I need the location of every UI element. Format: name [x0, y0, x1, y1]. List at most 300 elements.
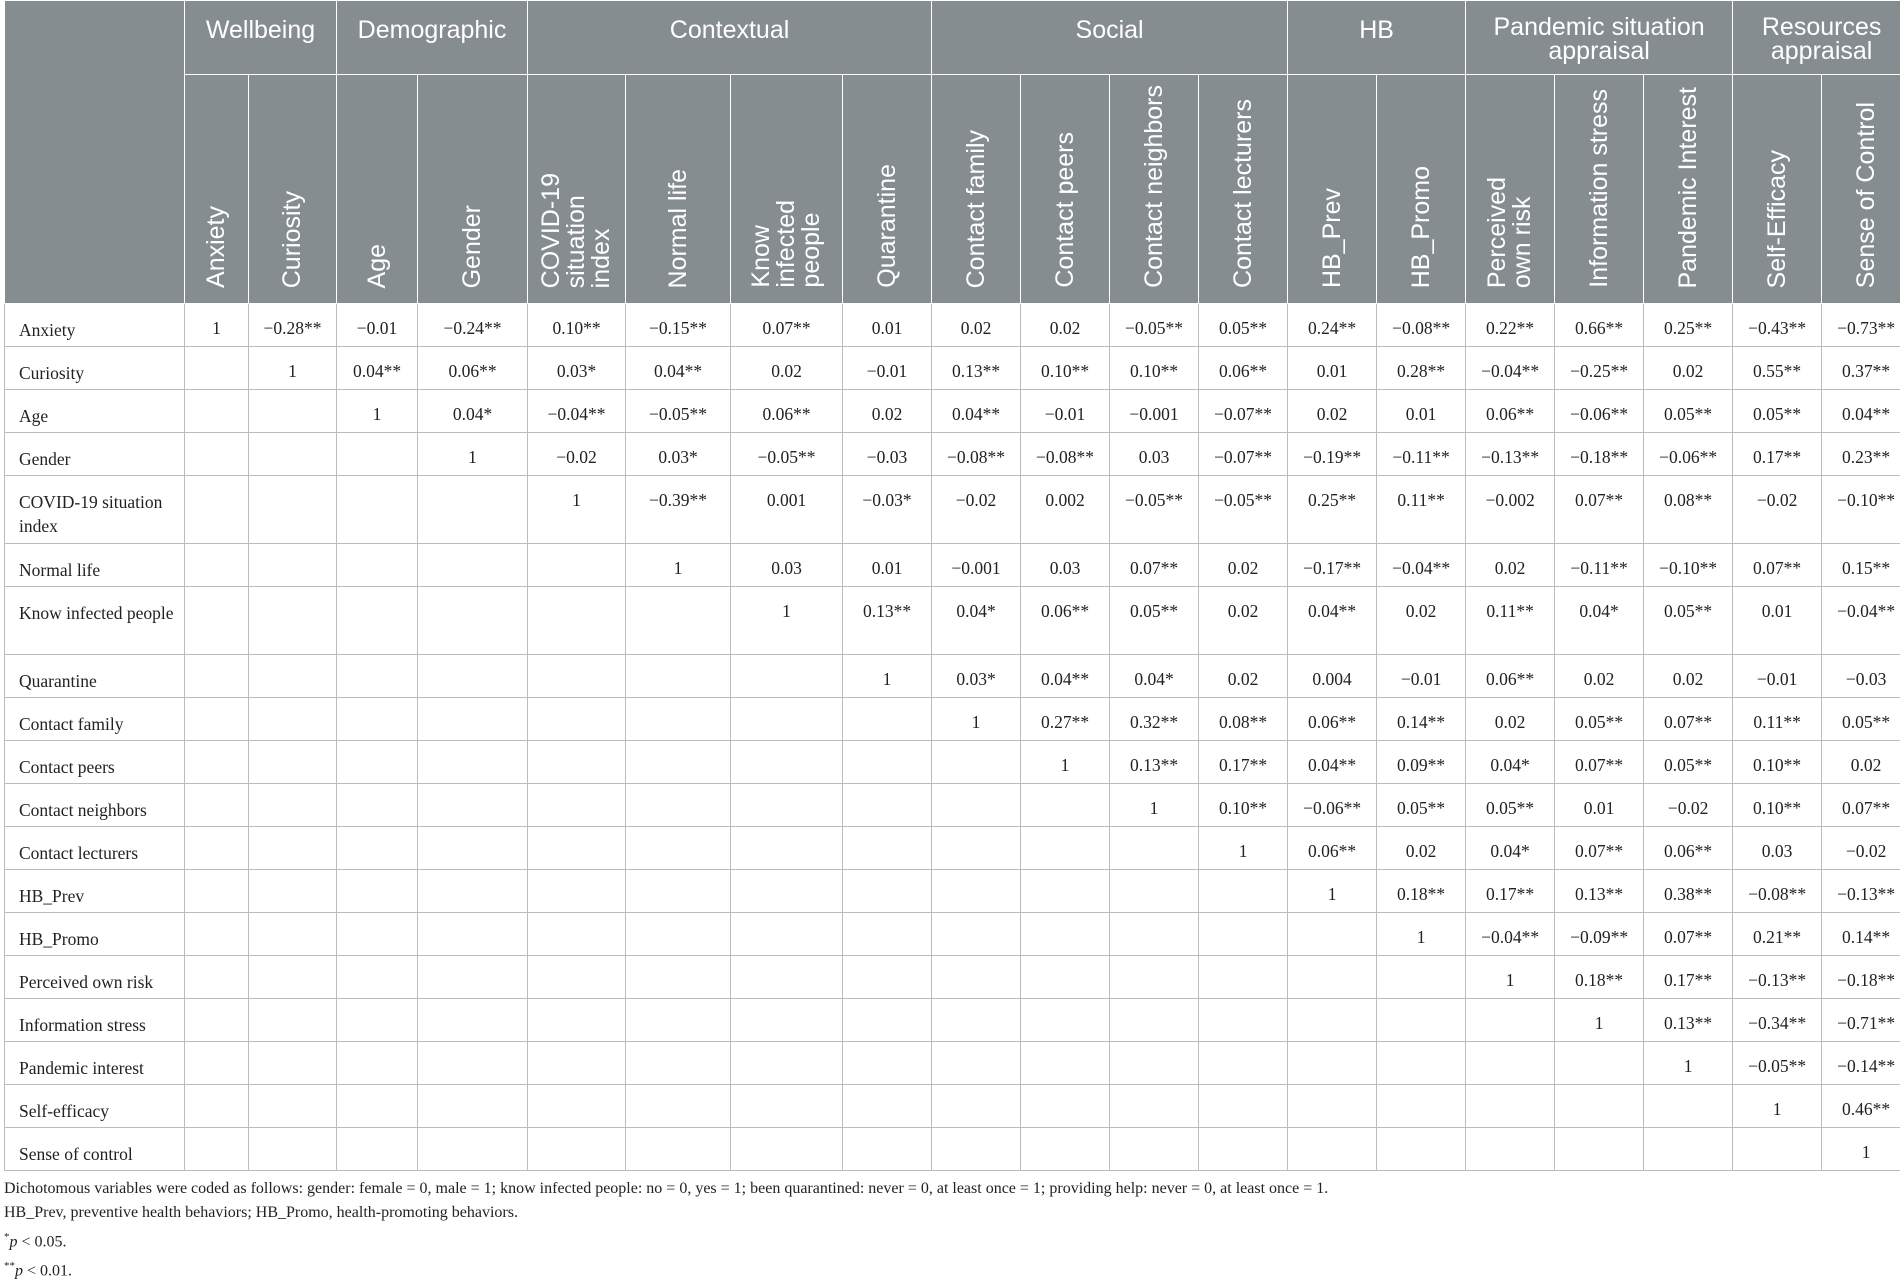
table-cell: 0.10** — [1733, 784, 1822, 827]
table-cell: 0.18** — [1555, 956, 1644, 999]
table-cell: 0.01 — [1555, 784, 1644, 827]
table-cell: 0.08** — [1199, 698, 1288, 741]
table-cell — [418, 698, 528, 741]
column-header — [1110, 75, 1199, 304]
table-cell: 0.03* — [932, 655, 1021, 698]
table-row — [5, 390, 1900, 433]
column-header — [1822, 75, 1900, 304]
table-row — [5, 347, 1900, 390]
table-cell: 0.04** — [1288, 587, 1377, 655]
table-cell: −0.03 — [1822, 655, 1900, 698]
table-cell: 0.05** — [1466, 784, 1555, 827]
table-cell — [249, 1085, 337, 1128]
table-cell — [932, 913, 1021, 956]
table-cell — [1199, 913, 1288, 956]
table-cell: 0.46** — [1822, 1085, 1900, 1128]
table-cell: 0.21** — [1733, 913, 1822, 956]
table-cell — [528, 1128, 626, 1171]
table-cell — [1021, 913, 1110, 956]
column-header-label: HB_Promo — [1409, 166, 1434, 298]
table-cell — [626, 827, 731, 870]
table-cell: 1 — [843, 655, 932, 698]
table-cell — [249, 870, 337, 913]
table-cell: 0.17** — [1466, 870, 1555, 913]
table-cell — [528, 655, 626, 698]
table-cell — [1377, 1042, 1466, 1085]
table-cell: 0.04* — [418, 390, 528, 433]
table-cell: 1 — [185, 304, 249, 347]
table-cell — [185, 390, 249, 433]
table-cell: 0.02 — [1555, 655, 1644, 698]
table-cell: 0.06** — [1466, 655, 1555, 698]
column-header — [1021, 75, 1110, 304]
group-header: Pandemic situation appraisal — [1466, 1, 1733, 75]
table-cell: −0.13** — [1733, 956, 1822, 999]
table-cell: 1 — [1288, 870, 1377, 913]
table-cell: −0.08** — [1377, 304, 1466, 347]
table-cell — [843, 698, 932, 741]
table-cell: 0.01 — [1377, 390, 1466, 433]
table-row — [5, 784, 1900, 827]
group-header: Wellbeing — [185, 1, 337, 75]
table-cell: 0.10** — [528, 304, 626, 347]
table-cell: 0.02 — [1199, 587, 1288, 655]
table-cell — [185, 956, 249, 999]
table-cell — [418, 1042, 528, 1085]
column-header-label: Gender — [460, 205, 485, 298]
table-cell: 0.11** — [1466, 587, 1555, 655]
table-cell: −0.07** — [1199, 390, 1288, 433]
table-cell: 1 — [528, 476, 626, 544]
table-cell — [337, 587, 418, 655]
table-cell: 0.24** — [1288, 304, 1377, 347]
table-cell: −0.03 — [843, 433, 932, 476]
table-cell: −0.73** — [1822, 304, 1900, 347]
row-label: Contact neighbors — [5, 784, 185, 827]
table-cell — [418, 956, 528, 999]
column-header-label: Contact neighbors — [1142, 85, 1167, 298]
table-cell — [1288, 956, 1377, 999]
table-cell — [337, 433, 418, 476]
table-cell: 0.55** — [1733, 347, 1822, 390]
table-cell — [626, 741, 731, 784]
column-header-label: Contact lecturers — [1231, 99, 1256, 298]
table-cell — [843, 827, 932, 870]
column-header-label: Know infected people — [749, 200, 824, 298]
table-cell: −0.001 — [932, 544, 1021, 587]
table-cell: 0.17** — [1733, 433, 1822, 476]
table-row — [5, 476, 1900, 544]
table-cell: 0.06** — [1199, 347, 1288, 390]
table-cell: 0.002 — [1021, 476, 1110, 544]
column-header — [1377, 75, 1466, 304]
table-cell — [528, 913, 626, 956]
table-cell: −0.04** — [528, 390, 626, 433]
table-cell: 1 — [731, 587, 843, 655]
table-cell: −0.04** — [1822, 587, 1900, 655]
table-cell: 0.05** — [1110, 587, 1199, 655]
table-cell — [1021, 1128, 1110, 1171]
table-cell — [1021, 827, 1110, 870]
table-cell — [626, 999, 731, 1042]
table-row — [5, 741, 1900, 784]
table-cell — [528, 956, 626, 999]
column-header — [626, 75, 731, 304]
table-cell: 0.02 — [1199, 655, 1288, 698]
table-row — [5, 956, 1900, 999]
table-cell — [1110, 1085, 1199, 1128]
column-header-row — [5, 75, 1900, 304]
table-cell — [1199, 1042, 1288, 1085]
table-cell — [1644, 1128, 1733, 1171]
column-header-label: Self-Efficacy — [1765, 150, 1790, 298]
table-cell: −0.13** — [1822, 870, 1900, 913]
table-cell — [337, 741, 418, 784]
row-label: Age — [5, 390, 185, 433]
table-cell: −0.02 — [528, 433, 626, 476]
table-cell — [528, 827, 626, 870]
row-label: Quarantine — [5, 655, 185, 698]
table-cell — [1110, 999, 1199, 1042]
table-cell — [1288, 1042, 1377, 1085]
column-header — [843, 75, 932, 304]
table-cell: 0.06** — [1644, 827, 1733, 870]
table-cell — [626, 1042, 731, 1085]
table-cell: 0.14** — [1377, 698, 1466, 741]
table-cell: −0.43** — [1733, 304, 1822, 347]
row-label: HB_Promo — [5, 913, 185, 956]
group-header: Social — [932, 1, 1288, 75]
row-label: HB_Prev — [5, 870, 185, 913]
table-cell: 1 — [1555, 999, 1644, 1042]
table-cell: 0.07** — [1644, 698, 1733, 741]
table-cell: 0.10** — [1733, 741, 1822, 784]
table-cell: 0.11** — [1733, 698, 1822, 741]
table-cell: 0.02 — [1199, 544, 1288, 587]
row-label: Self-efficacy — [5, 1085, 185, 1128]
table-row — [5, 1042, 1900, 1085]
table-cell: 1 — [337, 390, 418, 433]
table-cell — [932, 870, 1021, 913]
row-label: COVID-19 situation index — [5, 476, 185, 544]
table-cell — [626, 655, 731, 698]
table-row — [5, 827, 1900, 870]
table-cell: −0.02 — [1822, 827, 1900, 870]
table-cell: 0.02 — [1466, 544, 1555, 587]
table-cell: 0.03 — [1733, 827, 1822, 870]
table-row — [5, 913, 1900, 956]
table-cell: 1 — [418, 433, 528, 476]
table-cell: 0.03* — [528, 347, 626, 390]
row-label: Contact family — [5, 698, 185, 741]
table-cell — [528, 784, 626, 827]
row-label: Curiosity — [5, 347, 185, 390]
table-cell: 0.08** — [1644, 476, 1733, 544]
table-cell — [626, 784, 731, 827]
table-cell: −0.11** — [1377, 433, 1466, 476]
column-header — [249, 75, 337, 304]
table-cell: 0.02 — [1288, 390, 1377, 433]
table-body — [5, 304, 1900, 1171]
table-cell — [337, 1042, 418, 1085]
table-cell — [185, 827, 249, 870]
table-cell: 0.04* — [1466, 827, 1555, 870]
table-cell — [1110, 956, 1199, 999]
table-cell — [626, 1128, 731, 1171]
column-header-label: Information stress — [1587, 89, 1612, 298]
table-cell — [337, 870, 418, 913]
group-header: Demographic — [337, 1, 528, 75]
table-cell: 0.06** — [1466, 390, 1555, 433]
table-cell: 0.10** — [1110, 347, 1199, 390]
table-cell: −0.18** — [1822, 956, 1900, 999]
table-cell: 0.25** — [1288, 476, 1377, 544]
row-label: Know infected people — [5, 587, 185, 655]
table-cell — [337, 544, 418, 587]
table-cell — [249, 1042, 337, 1085]
table-cell — [185, 587, 249, 655]
column-header — [185, 75, 249, 304]
table-cell — [418, 827, 528, 870]
table-cell — [731, 999, 843, 1042]
column-header — [731, 75, 843, 304]
table-cell: −0.02 — [932, 476, 1021, 544]
table-cell: −0.13** — [1466, 433, 1555, 476]
table-cell — [932, 1042, 1021, 1085]
row-label: Pandemic interest — [5, 1042, 185, 1085]
table-row — [5, 304, 1900, 347]
table-cell — [731, 1128, 843, 1171]
column-header-label: Contact peers — [1053, 132, 1078, 298]
footnote-significance-01: **p < 0.01. — [4, 1254, 1896, 1283]
column-header-label: HB_Prev — [1320, 188, 1345, 298]
table-cell — [249, 476, 337, 544]
table-cell: −0.17** — [1288, 544, 1377, 587]
table-cell: 0.001 — [731, 476, 843, 544]
table-cell — [528, 1085, 626, 1128]
table-cell: −0.14** — [1822, 1042, 1900, 1085]
table-cell — [932, 741, 1021, 784]
table-cell: −0.02 — [1644, 784, 1733, 827]
table-cell — [626, 1085, 731, 1128]
table-cell — [1110, 1042, 1199, 1085]
table-cell: 0.02 — [1377, 587, 1466, 655]
column-header-label: Contact family — [964, 130, 989, 298]
table-cell — [731, 956, 843, 999]
table-cell — [249, 784, 337, 827]
table-cell: 0.05** — [1644, 741, 1733, 784]
table-cell — [418, 1128, 528, 1171]
table-cell: 0.02 — [1021, 304, 1110, 347]
table-cell: 1 — [1199, 827, 1288, 870]
table-cell — [418, 544, 528, 587]
table-cell — [843, 956, 932, 999]
table-cell: 0.18** — [1377, 870, 1466, 913]
table-cell — [1288, 1085, 1377, 1128]
column-header — [1199, 75, 1288, 304]
table-cell — [337, 827, 418, 870]
table-cell — [418, 999, 528, 1042]
column-header-label: Quarantine — [875, 164, 900, 298]
footnote-significance-05: *p < 0.05. — [4, 1225, 1896, 1254]
table-cell — [337, 1085, 418, 1128]
table-cell — [185, 1128, 249, 1171]
table-cell: 0.04** — [1822, 390, 1900, 433]
table-cell — [528, 698, 626, 741]
table-cell: 0.04* — [1110, 655, 1199, 698]
table-cell: −0.24** — [418, 304, 528, 347]
table-cell: 1 — [1822, 1128, 1900, 1171]
table-cell — [1021, 999, 1110, 1042]
table-cell: 0.13** — [843, 587, 932, 655]
table-cell — [1021, 1085, 1110, 1128]
table-cell: 1 — [1733, 1085, 1822, 1128]
table-cell: −0.01 — [1733, 655, 1822, 698]
table-cell — [1377, 999, 1466, 1042]
table-cell: 0.05** — [1644, 587, 1733, 655]
table-cell — [249, 433, 337, 476]
table-cell: 0.32** — [1110, 698, 1199, 741]
table-cell: −0.08** — [1733, 870, 1822, 913]
footnote-coding: Dichotomous variables were coded as follows: gender: female = 0, male = 1; know infected people: no = 0, yes = 1; been quarantined: never = 0, at least once = 1; providing help: never = 0, at least once = 1. — [4, 1177, 1896, 1201]
table-row — [5, 1128, 1900, 1171]
table-cell: −0.01 — [1377, 655, 1466, 698]
table-cell: −0.04** — [1377, 544, 1466, 587]
table-cell — [185, 741, 249, 784]
table-cell — [337, 913, 418, 956]
table-cell — [185, 1042, 249, 1085]
table-cell — [1466, 999, 1555, 1042]
table-cell: −0.39** — [626, 476, 731, 544]
table-cell: 1 — [1377, 913, 1466, 956]
table-cell — [185, 476, 249, 544]
table-row — [5, 870, 1900, 913]
table-cell: −0.10** — [1644, 544, 1733, 587]
table-cell — [731, 655, 843, 698]
table-cell — [731, 784, 843, 827]
table-cell — [843, 870, 932, 913]
table-cell — [249, 1128, 337, 1171]
column-header-label: Age — [365, 244, 390, 298]
table-cell: 0.05** — [1644, 390, 1733, 433]
table-cell — [843, 913, 932, 956]
table-cell: 0.07** — [1555, 827, 1644, 870]
table-cell: 1 — [1466, 956, 1555, 999]
table-cell: 0.07** — [731, 304, 843, 347]
table-cell — [185, 544, 249, 587]
table-cell — [249, 544, 337, 587]
table-cell: 0.004 — [1288, 655, 1377, 698]
table-cell: −0.01 — [337, 304, 418, 347]
table-cell: 0.02 — [843, 390, 932, 433]
table-cell: 0.01 — [843, 304, 932, 347]
table-cell: −0.01 — [843, 347, 932, 390]
table-cell — [1199, 1085, 1288, 1128]
table-cell — [1199, 956, 1288, 999]
table-cell — [1466, 1128, 1555, 1171]
table-cell: 0.17** — [1644, 956, 1733, 999]
table-cell: −0.04** — [1466, 913, 1555, 956]
table-cell — [528, 587, 626, 655]
table-cell — [185, 784, 249, 827]
table-cell — [249, 698, 337, 741]
table-cell: 1 — [626, 544, 731, 587]
row-label: Sense of control — [5, 1128, 185, 1171]
table-cell — [249, 827, 337, 870]
column-header — [1644, 75, 1733, 304]
table-cell: 0.02 — [932, 304, 1021, 347]
table-cell: −0.06** — [1288, 784, 1377, 827]
column-header — [1555, 75, 1644, 304]
table-cell: 0.17** — [1199, 741, 1288, 784]
column-header — [528, 75, 626, 304]
table-cell — [1021, 870, 1110, 913]
table-cell — [731, 698, 843, 741]
table-cell — [1555, 1128, 1644, 1171]
table-cell: 0.05** — [1733, 390, 1822, 433]
table-cell: 1 — [1644, 1042, 1733, 1085]
table-cell — [1555, 1042, 1644, 1085]
table-cell — [249, 655, 337, 698]
table-cell — [418, 741, 528, 784]
table-cell — [731, 870, 843, 913]
table-cell — [249, 741, 337, 784]
table-cell — [731, 827, 843, 870]
table-cell: 0.05** — [1377, 784, 1466, 827]
table-cell: −0.02 — [1733, 476, 1822, 544]
table-cell: 0.06** — [731, 390, 843, 433]
group-header-row — [5, 1, 1900, 75]
table-cell — [249, 999, 337, 1042]
row-label: Gender — [5, 433, 185, 476]
table-cell — [528, 870, 626, 913]
table-cell — [1021, 1042, 1110, 1085]
column-header — [1288, 75, 1377, 304]
table-cell — [249, 390, 337, 433]
table-cell — [1021, 956, 1110, 999]
table-cell — [731, 741, 843, 784]
table-cell — [1199, 870, 1288, 913]
table-cell — [626, 698, 731, 741]
table-cell — [1021, 784, 1110, 827]
table-cell: 0.06** — [1288, 698, 1377, 741]
table-cell — [843, 999, 932, 1042]
table-cell — [1377, 1128, 1466, 1171]
table-cell: 0.27** — [1021, 698, 1110, 741]
column-header — [1733, 75, 1822, 304]
row-label: Perceived own risk — [5, 956, 185, 999]
table-cell — [932, 784, 1021, 827]
table-cell: −0.03* — [843, 476, 932, 544]
column-header — [932, 75, 1021, 304]
table-cell — [249, 956, 337, 999]
table-cell: 0.09** — [1377, 741, 1466, 784]
table-cell: −0.05** — [1110, 476, 1199, 544]
column-header-label: Curiosity — [280, 191, 305, 298]
table-cell — [932, 827, 1021, 870]
table-cell — [1644, 1085, 1733, 1128]
table-cell: −0.05** — [1110, 304, 1199, 347]
column-header — [1466, 75, 1555, 304]
table-cell: −0.05** — [626, 390, 731, 433]
table-cell: 0.15** — [1822, 544, 1900, 587]
table-cell — [1288, 999, 1377, 1042]
table-cell — [1110, 870, 1199, 913]
column-header-label: Pandemic Interest — [1676, 87, 1701, 299]
table-cell: 0.03 — [1110, 433, 1199, 476]
table-cell — [418, 1085, 528, 1128]
table-cell: 0.07** — [1644, 913, 1733, 956]
